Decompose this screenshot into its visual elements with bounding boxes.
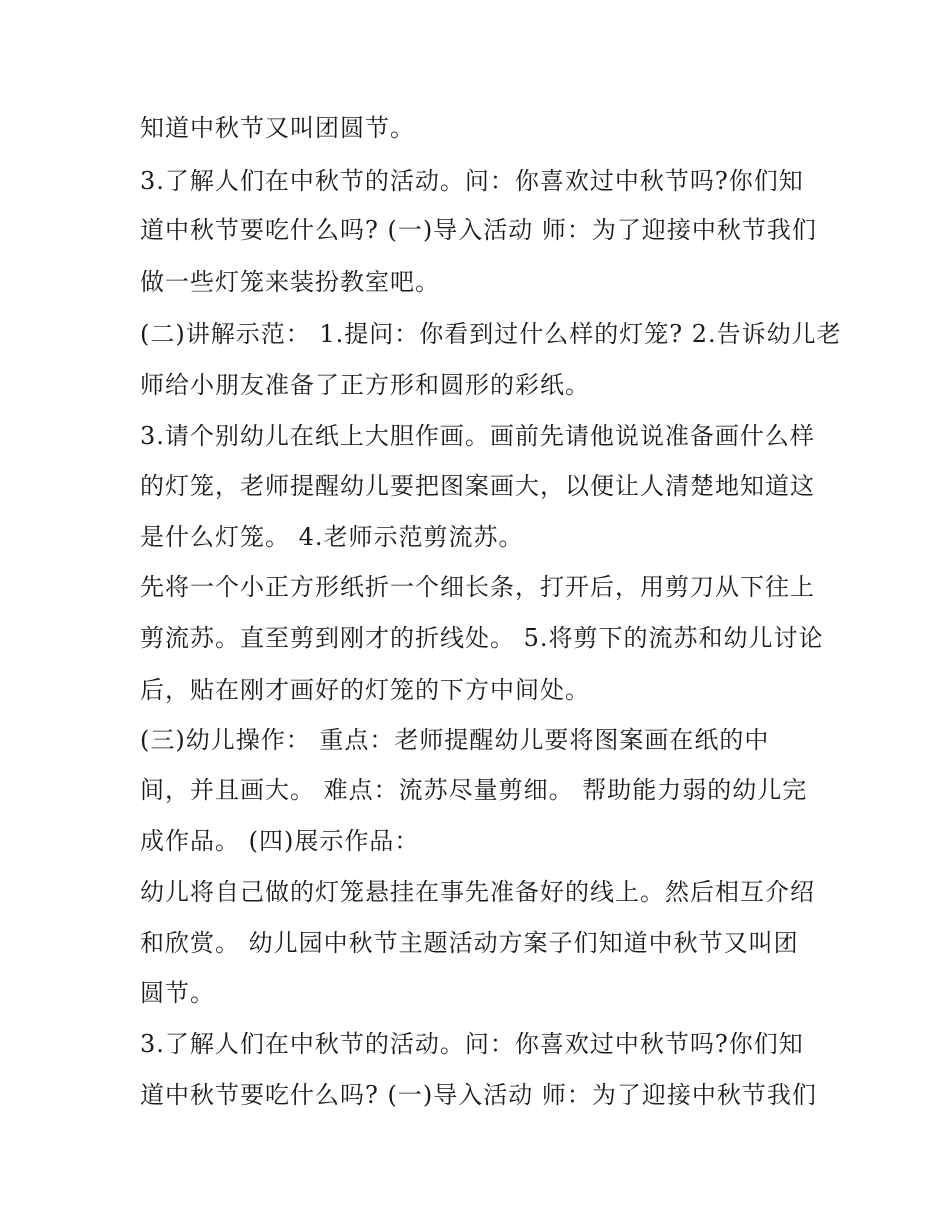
text-line: 后，贴在刚才画好的灯笼的下方中间处。 bbox=[140, 676, 590, 704]
text-line: 幼儿将自己做的灯笼悬挂在事先准备好的线上。然后相互介绍 bbox=[140, 878, 815, 906]
text-line: 剪流苏。直至剪到刚才的折线处。 5.将剪下的流苏和幼儿讨论 bbox=[140, 624, 824, 652]
text-line: 和欣赏。 幼儿园中秋节主题活动方案子们知道中秋节又叫团 bbox=[140, 929, 799, 957]
text-line: 3.了解人们在中秋节的活动。问：你喜欢过中秋节吗?你们知 bbox=[140, 167, 804, 195]
text-line: 做一些灯笼来装扮教室吧。 bbox=[140, 268, 440, 296]
text-line: 成作品。 (四)展示作品： bbox=[140, 827, 420, 855]
text-line: 先将一个小正方形纸折一个细长条，打开后，用剪刀从下往上 bbox=[140, 573, 815, 601]
text-line: 间，并且画大。 难点：流苏尽量剪细。 帮助能力弱的幼儿完 bbox=[140, 776, 808, 804]
text-line: 师给小朋友准备了正方形和圆形的彩纸。 bbox=[140, 371, 590, 399]
text-line: 是什么灯笼。 4.老师示范剪流苏。 bbox=[140, 523, 524, 551]
text-line: 3.请个别幼儿在纸上大胆作画。画前先请他说说准备画什么样 bbox=[140, 422, 815, 450]
text-line: 的灯笼，老师提醒幼儿要把图案画大，以便让人清楚地知道这 bbox=[140, 472, 815, 500]
text-line: 知道中秋节又叫团圆节。 bbox=[140, 114, 415, 142]
text-line: 道中秋节要吃什么吗? (一)导入活动 师：为了迎接中秋节我们 bbox=[140, 216, 817, 244]
text-line: (二)讲解示范： 1.提问：你看到过什么样的灯笼? 2.告诉幼儿老 bbox=[140, 320, 842, 348]
text-line: 3.了解人们在中秋节的活动。问：你喜欢过中秋节吗?你们知 bbox=[140, 1030, 804, 1058]
text-line: (三)幼儿操作： 重点：老师提醒幼儿要将图案画在纸的中 bbox=[140, 726, 770, 754]
text-line: 道中秋节要吃什么吗? (一)导入活动 师：为了迎接中秋节我们 bbox=[140, 1081, 817, 1109]
text-line: 圆节。 bbox=[140, 979, 215, 1007]
